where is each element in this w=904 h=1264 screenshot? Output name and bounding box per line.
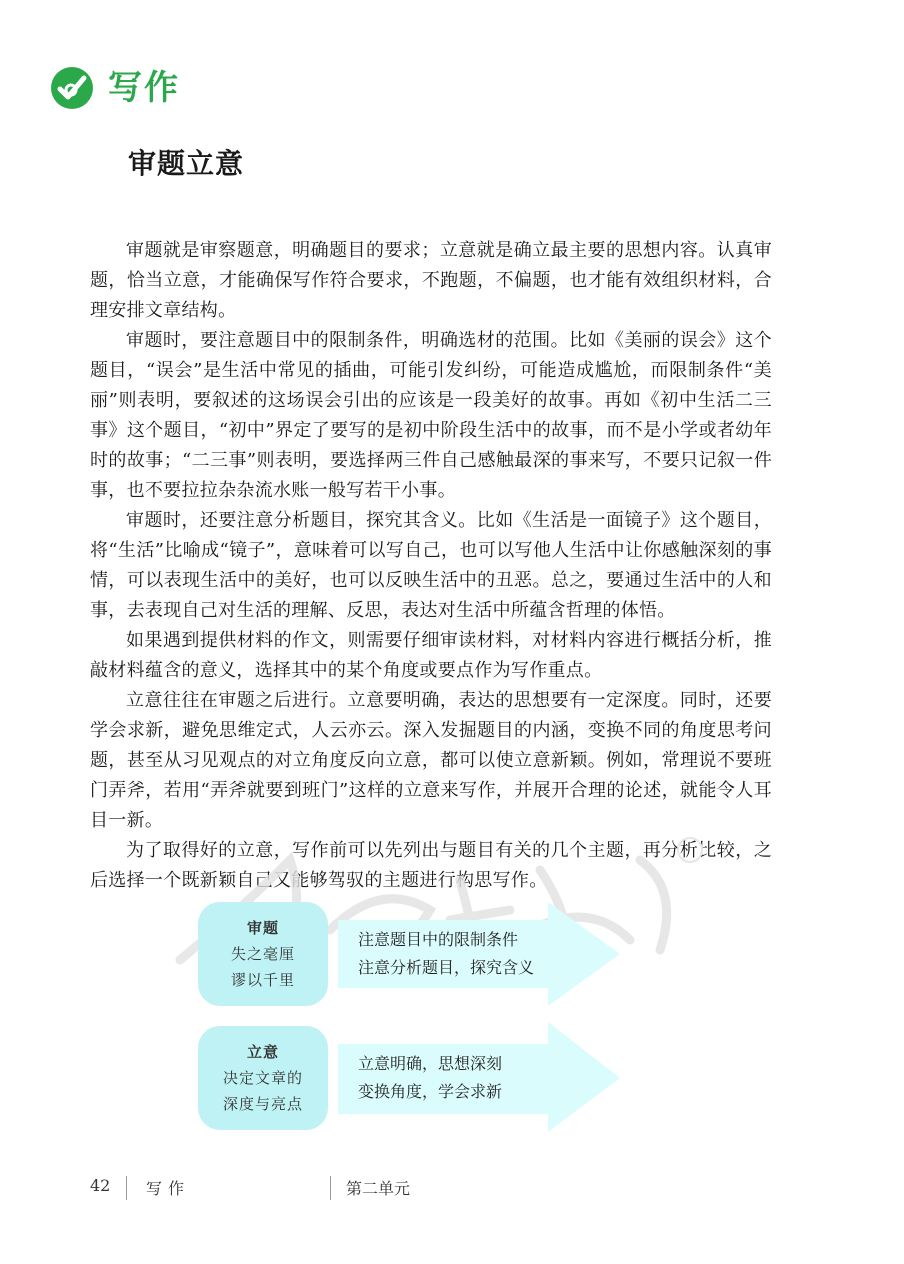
shenti-liyi-diagram (198, 902, 628, 1142)
point-item: 变换角度，学会求新 (358, 1082, 503, 1101)
pen-check-logo-icon (50, 66, 94, 110)
liyi-points (358, 1050, 502, 1106)
footer-unit-label: 第二单元 (346, 1179, 411, 1198)
box-line: 失之毫厘 (230, 945, 295, 963)
box-title: 立意 (246, 1043, 279, 1061)
point-item: 注意分析题目，探究含义 (358, 958, 535, 977)
body-text (90, 236, 772, 896)
box-line: 决定文章的 (222, 1069, 303, 1087)
footer-section-label: 写作 (146, 1179, 191, 1198)
paragraph: 审题时，要注意题目中的限制条件，明确选材的范围。比如《美丽的误会》这个题目，“误会”是生活中常见的插曲，可能引发纠纷，可能造成尴尬，而限制条件“美丽”则表明，要叙述的这场误会引出的应该是一段美好的故事。再如《初中生活二三事》这个题目，“初中”界定了要写的是初中阶段生活中的故事，而不是小学或者幼年时的故事；“二三事”则表明，要选择两三件自己感触最深的事来写，不要只记叙一件事，也不要拉拉杂杂流水账一般写若干小事。 (90, 330, 772, 501)
point-item: 注意题目中的限制条件 (358, 930, 519, 949)
footer-divider (126, 1176, 127, 1200)
paragraph: 为了取得好的立意，写作前可以先列出与题目有关的几个主题，再分析比较，之后选择一个既新颖自己又能够驾驭的主题进行构思写作。 (90, 840, 772, 891)
shenti-box (198, 902, 328, 1006)
liyi-box (198, 1026, 328, 1130)
paragraph: 如果遇到提供材料的作文，则需要仔细审读材料，对材料内容进行概括分析，推敲材料蕴含的意义，选择其中的某个角度或要点作为写作重点。 (90, 630, 772, 681)
paragraph: 审题时，还要注意分析题目，探究其含义。比如《生活是一面镜子》这个题目，将“生活”比喻成“镜子”，意味着可以写自己，也可以写他人生活中让你感触深刻的事情，可以表现生活中的美好，也可以反映生活中的丑恶。总之，要通过生活中的人和事，去表现自己对生活的理解、反思，表达对生活中所蕴含哲理的体悟。 (90, 510, 772, 621)
box-line: 深度与亮点 (222, 1095, 303, 1113)
page-number: 42 (90, 1176, 111, 1195)
page-footer (0, 1174, 904, 1204)
footer-divider (330, 1176, 331, 1200)
point-item: 立意明确，思想深刻 (358, 1054, 503, 1073)
page-title: 审题立意 (128, 147, 245, 180)
box-title: 审题 (246, 919, 279, 937)
paragraph: 审题就是审察题意，明确题目的要求；立意就是确立最主要的思想内容。认真审题，恰当立意，才能确保写作符合要求，不跑题，不偏题，也才能有效组织材料，合理安排文章结构。 (90, 240, 772, 321)
box-line: 谬以千里 (230, 971, 295, 989)
shenti-points (358, 926, 534, 982)
paragraph: 立意往往在审题之后进行。立意要明确，表达的思想要有一定深度。同时，还要学会求新，避免思维定式，人云亦云。深入发掘题目的内涵，变换不同的角度思考问题，甚至从习见观点的对立角度反向立意，都可以使立意新颖。例如，常理说不要班门弄斧，若用“弄斧就要到班门”这样的立意来写作，并展开合理的论述，就能令人耳目一新。 (90, 690, 772, 831)
section-header (50, 66, 180, 110)
section-title: 写作 (108, 68, 180, 108)
